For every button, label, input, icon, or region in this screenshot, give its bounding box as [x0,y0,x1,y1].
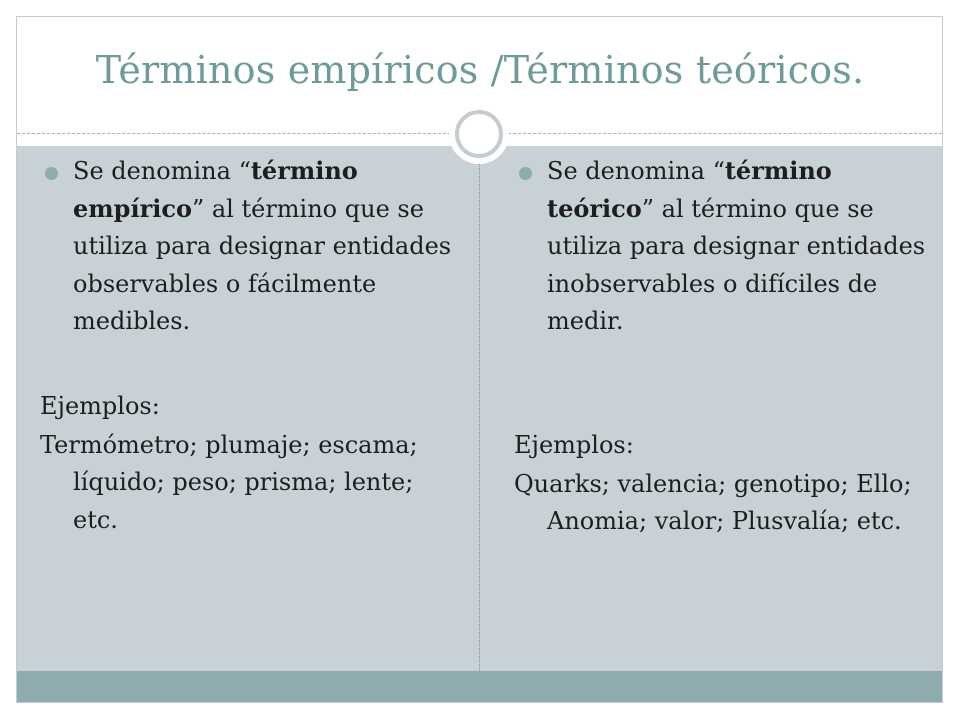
right-examples-label: Ejemplos: [514,430,634,459]
left-definition-term: término empírico [73,156,358,224]
left-definition [40,152,460,340]
slide-title: Términos empíricos /Términos teóricos. [95,48,865,92]
left-definition-prefix: Se denomina “ [73,157,251,185]
left-examples-text: Termómetro; plumaje; escama; líquido; peso; prisma; lente; etc. [40,431,418,534]
right-definition-prefix: Se denomina “ [547,157,725,185]
bullet-icon [519,167,532,180]
bullet-icon [45,167,58,180]
right-definition-suffix: ” al término que se utiliza para designar entidades inobservables o difíciles de medir. [547,195,926,335]
right-examples-text: Quarks; valencia; genotipo; Ello; Anomia; valor; Plusvalía; etc. [514,470,912,536]
right-column [514,152,934,541]
footer-bar [17,671,942,702]
column-divider [479,146,480,671]
right-definition-term: término teórico [547,156,832,224]
left-column [40,152,460,539]
right-definition [514,152,934,340]
left-definition-suffix: ” al término que se utiliza para designar entidades observables o fácilmente medibles. [73,195,452,335]
circle-ornament-inner [455,110,503,158]
left-examples-label: Ejemplos: [40,391,160,420]
